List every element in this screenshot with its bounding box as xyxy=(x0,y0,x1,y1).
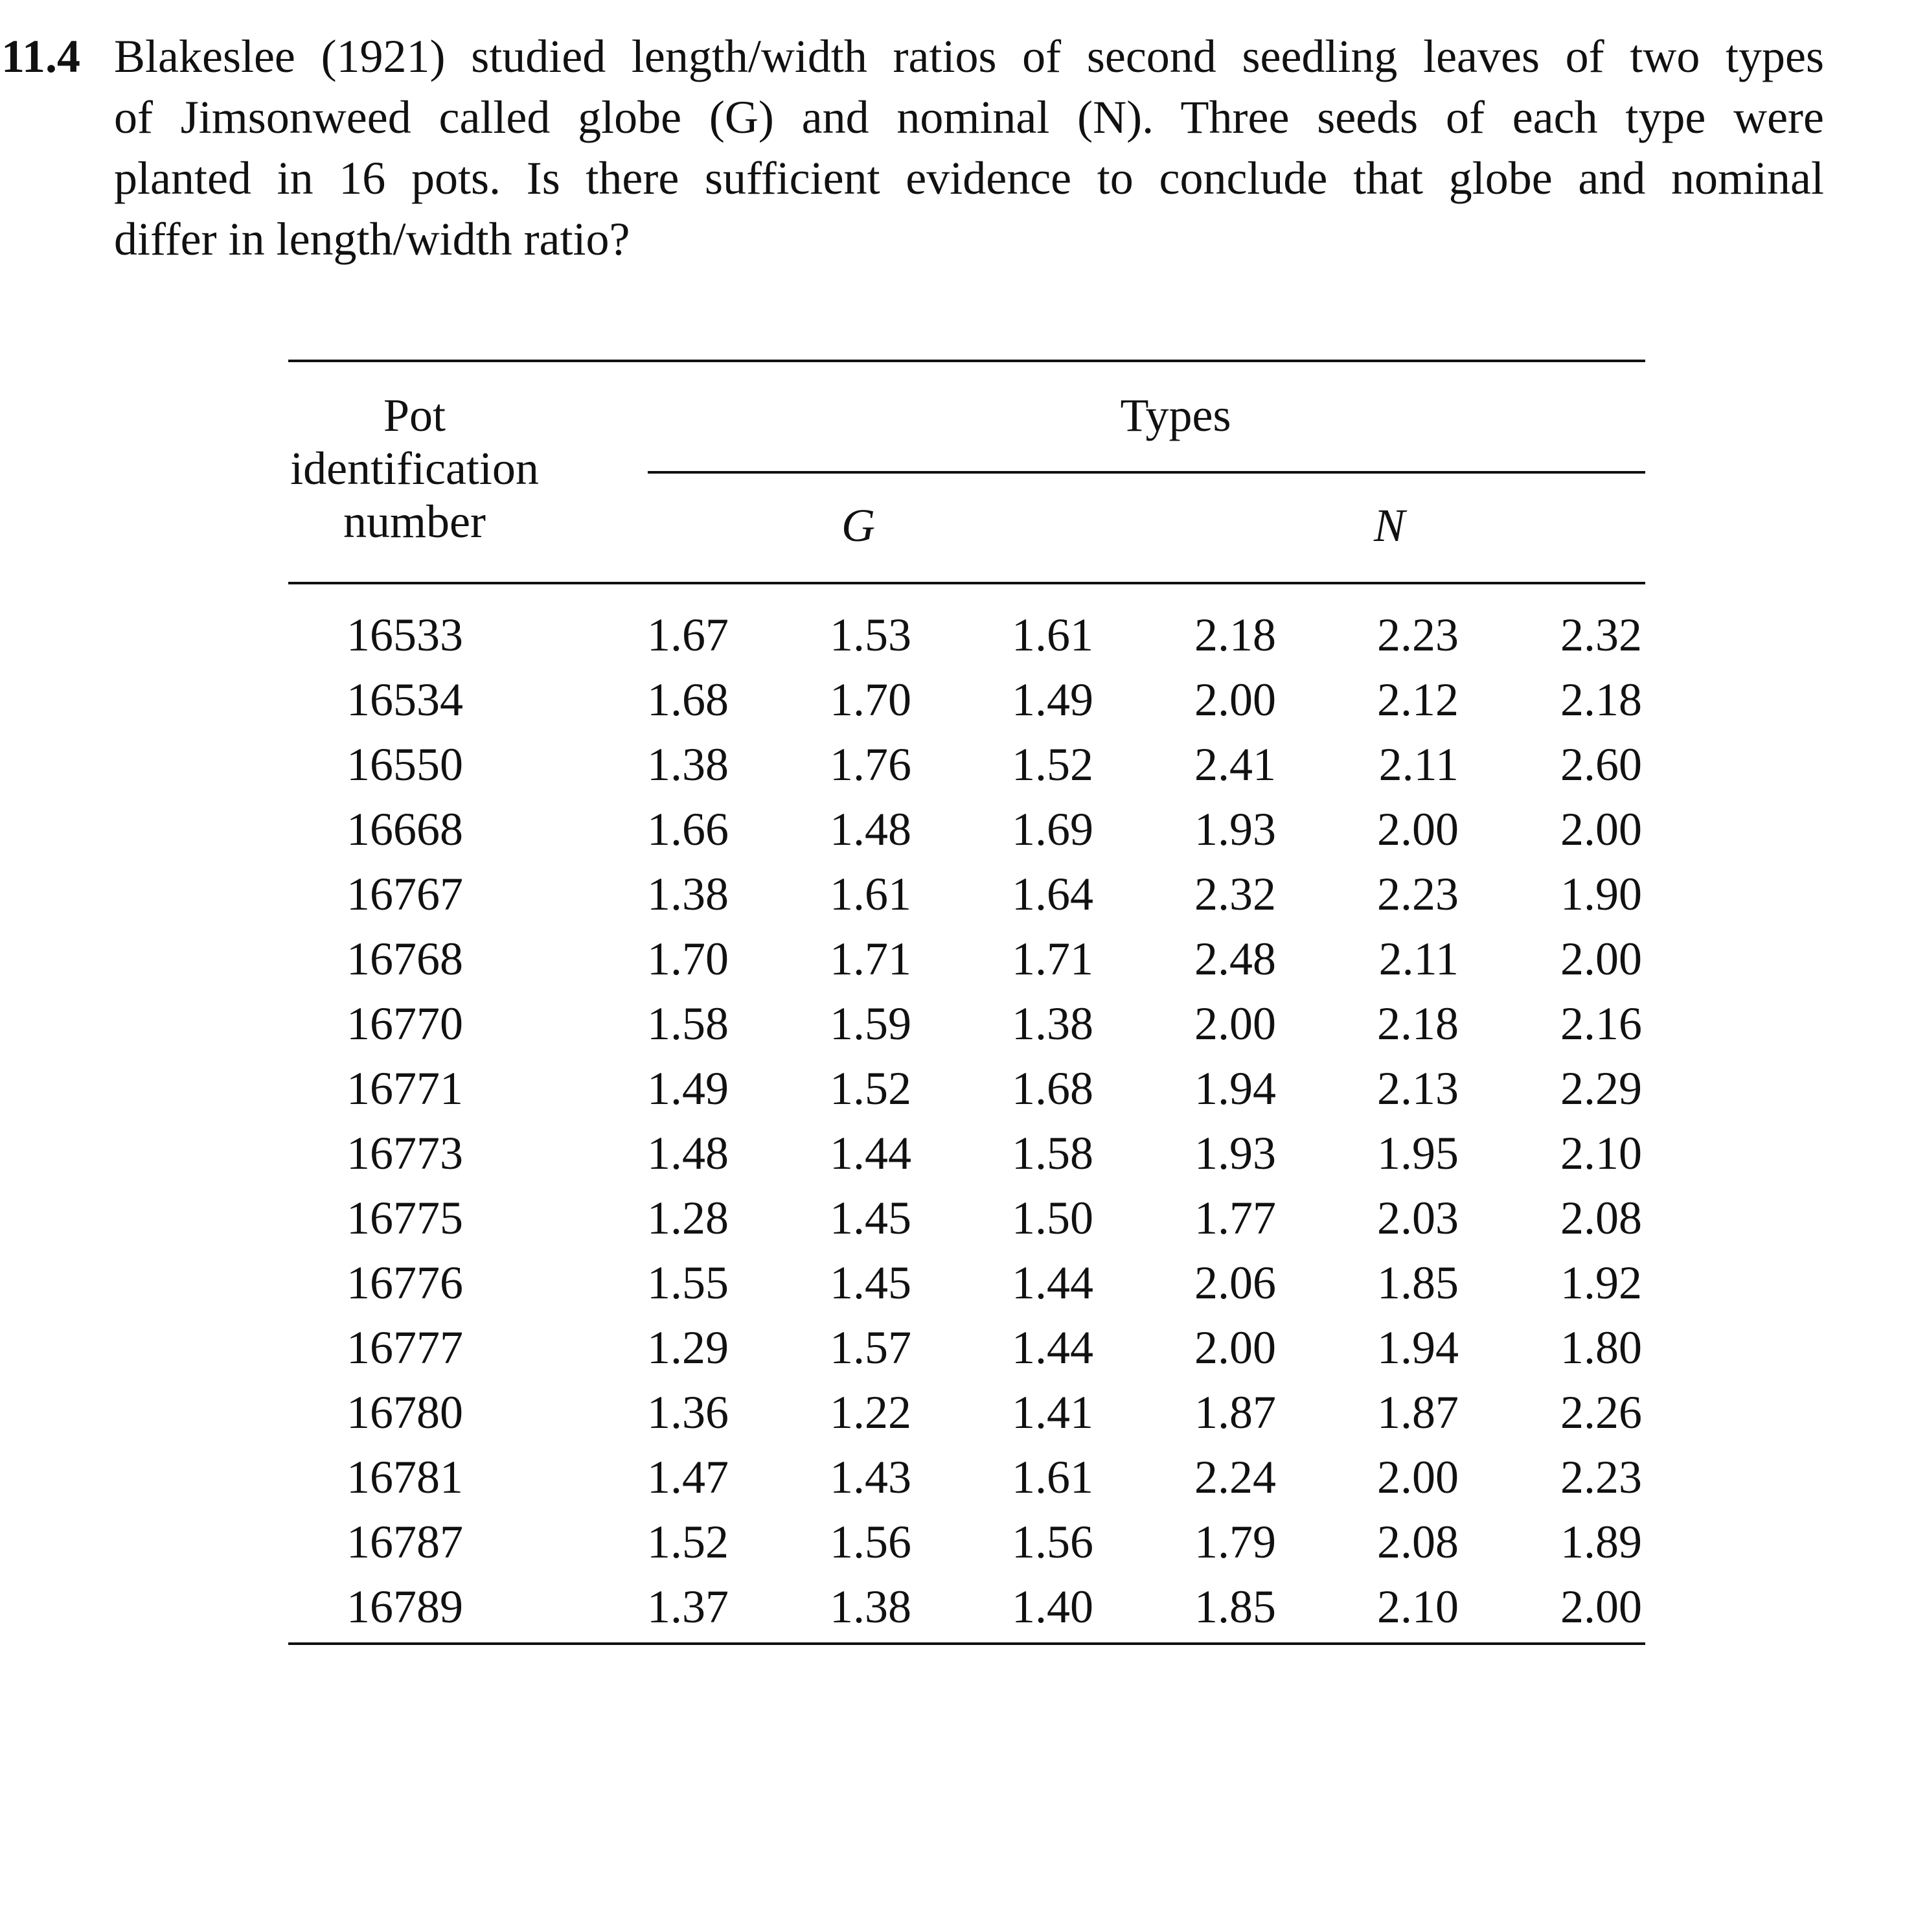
nominal-ratio-cell: 1.92 xyxy=(1560,1257,1642,1309)
nominal-ratio-cell: 2.00 xyxy=(1194,674,1276,726)
pot-id-cell: 16534 xyxy=(347,674,463,726)
table-row xyxy=(288,926,1645,991)
globe-ratio-cell: 1.55 xyxy=(647,1257,729,1309)
nominal-ratio-cell: 2.48 xyxy=(1194,933,1276,985)
globe-ratio-cell: 1.49 xyxy=(647,1063,729,1114)
globe-ratio-cell: 1.52 xyxy=(830,1063,911,1114)
globe-ratio-cell: 1.70 xyxy=(647,933,729,985)
globe-ratio-cell: 1.61 xyxy=(830,868,911,920)
pot-id-cell: 16767 xyxy=(347,868,463,920)
pot-id-cell: 16768 xyxy=(347,933,463,985)
nominal-ratio-cell: 2.41 xyxy=(1194,739,1276,790)
pot-id-cell: 16668 xyxy=(347,803,463,855)
globe-ratio-cell: 1.43 xyxy=(830,1451,911,1503)
globe-ratio-cell: 1.58 xyxy=(1012,1127,1093,1179)
problem-line: of Jimsonweed called globe (G) and nominal (N). Three seeds of each type were xyxy=(114,91,1824,143)
nominal-ratio-cell: 2.03 xyxy=(1377,1192,1459,1244)
globe-ratio-cell: 1.76 xyxy=(830,739,911,790)
globe-ratio-cell: 1.71 xyxy=(1012,933,1093,985)
nominal-ratio-cell: 2.00 xyxy=(1560,1581,1642,1633)
types-header: Types xyxy=(1120,389,1231,441)
table-row xyxy=(288,797,1645,862)
nominal-ratio-cell: 1.94 xyxy=(1377,1322,1459,1374)
nominal-ratio-cell: 2.00 xyxy=(1560,933,1642,985)
nominal-ratio-cell: 1.93 xyxy=(1194,1127,1276,1179)
nominal-ratio-cell: 2.29 xyxy=(1560,1063,1642,1114)
globe-ratio-cell: 1.67 xyxy=(647,609,729,661)
pot-id-cell: 16776 xyxy=(347,1257,463,1309)
table-row xyxy=(288,1380,1645,1445)
globe-ratio-cell: 1.41 xyxy=(1012,1386,1093,1438)
group-n-header: N xyxy=(1373,500,1406,551)
globe-ratio-cell: 1.58 xyxy=(647,998,729,1050)
globe-ratio-cell: 1.38 xyxy=(647,868,729,920)
globe-ratio-cell: 1.40 xyxy=(1012,1581,1093,1633)
pot-id-cell: 16533 xyxy=(347,609,463,661)
globe-ratio-cell: 1.68 xyxy=(1012,1063,1093,1114)
nominal-ratio-cell: 2.00 xyxy=(1194,1322,1276,1374)
nominal-ratio-cell: 2.00 xyxy=(1377,803,1459,855)
pot-column-header xyxy=(288,389,541,548)
globe-ratio-cell: 1.38 xyxy=(1012,998,1093,1050)
globe-ratio-cell: 1.22 xyxy=(830,1386,911,1438)
globe-ratio-cell: 1.59 xyxy=(830,998,911,1050)
pot-id-cell: 16550 xyxy=(347,739,463,790)
globe-ratio-cell: 1.28 xyxy=(647,1192,729,1244)
pot-id-cell: 16781 xyxy=(347,1451,463,1503)
problem-text xyxy=(114,26,1824,270)
table-row xyxy=(288,991,1645,1056)
nominal-ratio-cell: 1.87 xyxy=(1377,1386,1459,1438)
table-body xyxy=(288,603,1645,1639)
table-row xyxy=(288,1315,1645,1380)
pot-header-line: Pot xyxy=(383,389,446,441)
pot-id-cell: 16771 xyxy=(347,1063,463,1114)
table-top-rule xyxy=(288,360,1645,362)
nominal-ratio-cell: 1.94 xyxy=(1194,1063,1276,1114)
nominal-ratio-cell: 1.90 xyxy=(1560,868,1642,920)
globe-ratio-cell: 1.44 xyxy=(1012,1322,1093,1374)
nominal-ratio-cell: 2.00 xyxy=(1194,998,1276,1050)
nominal-ratio-cell: 2.10 xyxy=(1377,1581,1459,1633)
problem-line: planted in 16 pots. Is there sufficient evidence to conclude that globe and nominal xyxy=(114,152,1824,204)
globe-ratio-cell: 1.45 xyxy=(830,1192,911,1244)
globe-ratio-cell: 1.56 xyxy=(830,1516,911,1568)
nominal-ratio-cell: 2.18 xyxy=(1377,998,1459,1050)
table-row xyxy=(288,1186,1645,1250)
table-row xyxy=(288,1121,1645,1186)
globe-ratio-cell: 1.36 xyxy=(647,1386,729,1438)
globe-ratio-cell: 1.48 xyxy=(647,1127,729,1179)
nominal-ratio-cell: 2.11 xyxy=(1378,933,1459,985)
nominal-ratio-cell: 2.13 xyxy=(1377,1063,1459,1114)
nominal-ratio-cell: 2.12 xyxy=(1377,674,1459,726)
problem-line: differ in length/width ratio? xyxy=(114,213,630,265)
pot-id-cell: 16789 xyxy=(347,1581,463,1633)
problem-line: Blakeslee (1921) studied length/width ratios of second seedling leaves of two types xyxy=(114,30,1824,82)
globe-ratio-cell: 1.50 xyxy=(1012,1192,1093,1244)
pot-id-cell: 16775 xyxy=(347,1192,463,1244)
pot-id-cell: 16773 xyxy=(347,1127,463,1179)
nominal-ratio-cell: 2.24 xyxy=(1194,1451,1276,1503)
nominal-ratio-cell: 1.95 xyxy=(1377,1127,1459,1179)
nominal-ratio-cell: 2.23 xyxy=(1377,609,1459,661)
nominal-ratio-cell: 2.08 xyxy=(1560,1192,1642,1244)
table-row xyxy=(288,732,1645,797)
table-row xyxy=(288,1056,1645,1121)
nominal-ratio-cell: 1.85 xyxy=(1377,1257,1459,1309)
pot-id-cell: 16770 xyxy=(347,998,463,1050)
globe-ratio-cell: 1.29 xyxy=(647,1322,729,1374)
types-rule xyxy=(648,471,1645,474)
globe-ratio-cell: 1.52 xyxy=(647,1516,729,1568)
nominal-ratio-cell: 2.26 xyxy=(1560,1386,1642,1438)
nominal-ratio-cell: 2.23 xyxy=(1377,868,1459,920)
problem-number: 11.4 xyxy=(1,30,81,82)
globe-ratio-cell: 1.68 xyxy=(647,674,729,726)
nominal-ratio-cell: 2.10 xyxy=(1560,1127,1642,1179)
globe-ratio-cell: 1.38 xyxy=(647,739,729,790)
table-row xyxy=(288,603,1645,667)
nominal-ratio-cell: 1.77 xyxy=(1194,1192,1276,1244)
group-g-header: G xyxy=(841,500,875,551)
problem-statement xyxy=(0,26,1853,270)
globe-ratio-cell: 1.47 xyxy=(647,1451,729,1503)
nominal-ratio-cell: 1.79 xyxy=(1194,1516,1276,1568)
globe-ratio-cell: 1.52 xyxy=(1012,739,1093,790)
globe-ratio-cell: 1.71 xyxy=(830,933,911,985)
nominal-ratio-cell: 1.80 xyxy=(1560,1322,1642,1374)
table-row xyxy=(288,1445,1645,1510)
nominal-ratio-cell: 2.16 xyxy=(1560,998,1642,1050)
nominal-ratio-cell: 1.85 xyxy=(1194,1581,1276,1633)
table-bottom-rule xyxy=(288,1642,1645,1645)
globe-ratio-cell: 1.37 xyxy=(647,1581,729,1633)
pot-id-cell: 16777 xyxy=(347,1322,463,1374)
nominal-ratio-cell: 2.11 xyxy=(1378,739,1459,790)
pot-header-line: identification xyxy=(290,443,539,494)
nominal-ratio-cell: 2.00 xyxy=(1377,1451,1459,1503)
nominal-ratio-cell: 2.06 xyxy=(1194,1257,1276,1309)
globe-ratio-cell: 1.44 xyxy=(1012,1257,1093,1309)
globe-ratio-cell: 1.69 xyxy=(1012,803,1093,855)
globe-ratio-cell: 1.45 xyxy=(830,1257,911,1309)
nominal-ratio-cell: 1.87 xyxy=(1194,1386,1276,1438)
header-bottom-rule xyxy=(288,582,1645,584)
pot-header-line: number xyxy=(343,496,486,547)
nominal-ratio-cell: 2.00 xyxy=(1560,803,1642,855)
table-row xyxy=(288,862,1645,926)
globe-ratio-cell: 1.57 xyxy=(830,1322,911,1374)
globe-ratio-cell: 1.53 xyxy=(830,609,911,661)
table-row xyxy=(288,1510,1645,1574)
globe-ratio-cell: 1.44 xyxy=(830,1127,911,1179)
nominal-ratio-cell: 2.23 xyxy=(1560,1451,1642,1503)
globe-ratio-cell: 1.66 xyxy=(647,803,729,855)
globe-ratio-cell: 1.38 xyxy=(830,1581,911,1633)
nominal-ratio-cell: 2.18 xyxy=(1560,674,1642,726)
nominal-ratio-cell: 1.89 xyxy=(1560,1516,1642,1568)
nominal-ratio-cell: 1.93 xyxy=(1194,803,1276,855)
nominal-ratio-cell: 2.32 xyxy=(1194,868,1276,920)
nominal-ratio-cell: 2.60 xyxy=(1560,739,1642,790)
table-row xyxy=(288,667,1645,732)
globe-ratio-cell: 1.61 xyxy=(1012,609,1093,661)
globe-ratio-cell: 1.64 xyxy=(1012,868,1093,920)
table-row xyxy=(288,1574,1645,1639)
globe-ratio-cell: 1.48 xyxy=(830,803,911,855)
table-row xyxy=(288,1250,1645,1315)
nominal-ratio-cell: 2.08 xyxy=(1377,1516,1459,1568)
nominal-ratio-cell: 2.32 xyxy=(1560,609,1642,661)
nominal-ratio-cell: 2.18 xyxy=(1194,609,1276,661)
pot-id-cell: 16780 xyxy=(347,1386,463,1438)
globe-ratio-cell: 1.56 xyxy=(1012,1516,1093,1568)
pot-id-cell: 16787 xyxy=(347,1516,463,1568)
globe-ratio-cell: 1.61 xyxy=(1012,1451,1093,1503)
globe-ratio-cell: 1.49 xyxy=(1012,674,1093,726)
globe-ratio-cell: 1.70 xyxy=(830,674,911,726)
